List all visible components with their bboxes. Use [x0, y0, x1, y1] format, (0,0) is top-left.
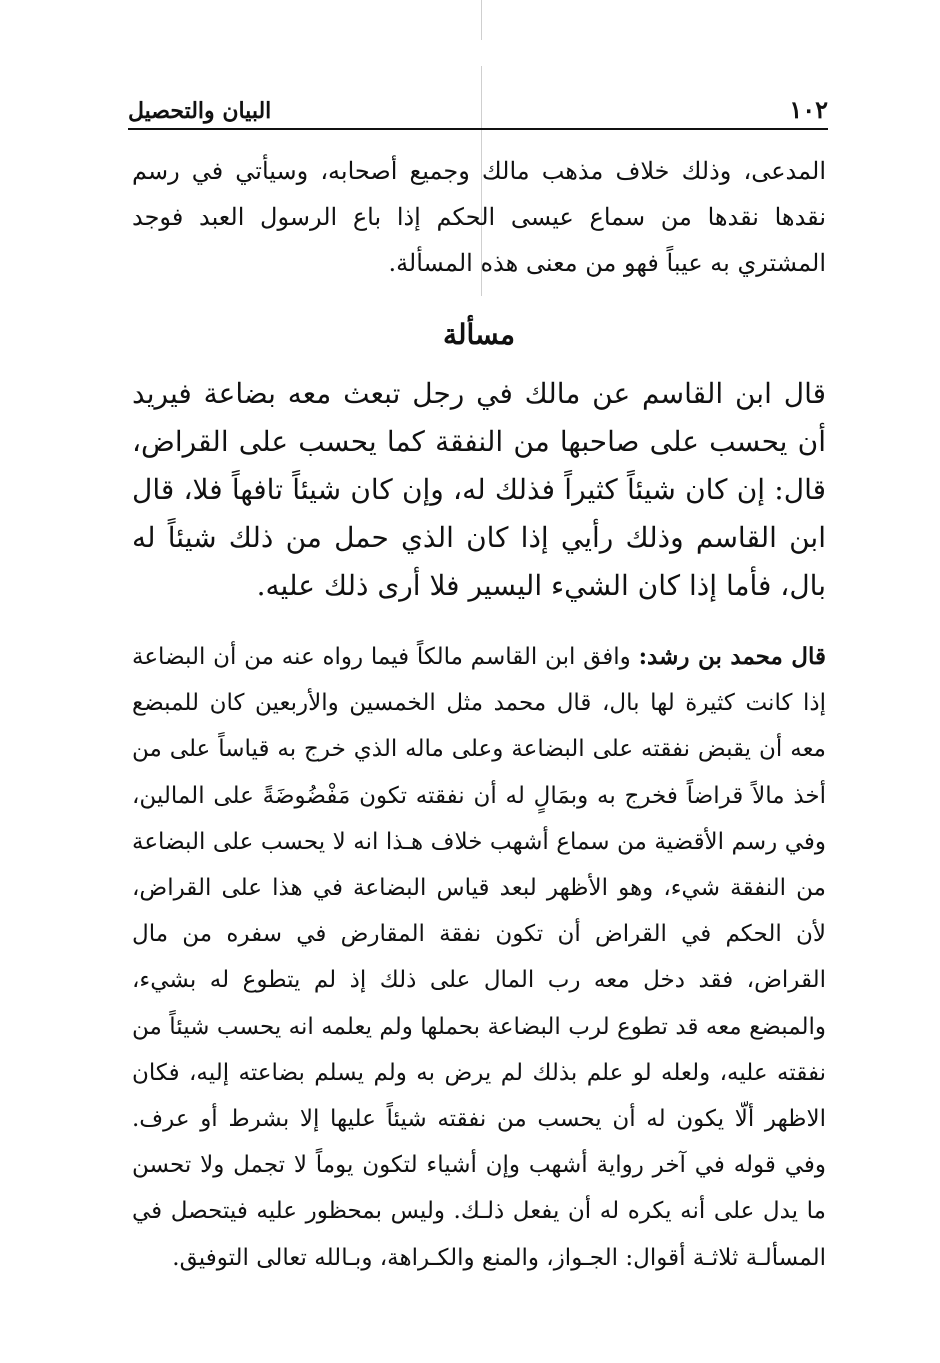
commentary-speaker: قال محمد بن رشد:: [638, 643, 827, 670]
page-number: ١٠٢: [789, 95, 828, 124]
running-header: [128, 88, 828, 130]
commentary-paragraph: [132, 634, 826, 1281]
intro-paragraph: المدعى، وذلك خلاف مذهب مالك وجميع أصحابه، وسيأتي في رسم نقدها نقدها من سماع عيسى الحكم إذا باع الرسول العبد فوجد المشتري به عيباً فهو من معنى هذه المسألة.: [132, 157, 826, 277]
fold-line: [481, 0, 482, 40]
commentary-text: وافق ابن القاسم مالكاً فيما رواه عنه من أن البضاعة إذا كانت كثيرة لها بال، قال محمد مثل الخمسين والأربعين كان للمبضع معه أن يقبض نفقته على البضاعة وعلى ماله الذي خرج به قياساً على من أخذ مالاً قراضاً فخرج به وبمَالٍ له أن نفقته تكون مَفْضُوضَةً على المالين، وفي رسم الأقضية من سماع أشهب خلاف هـذا انه لا يحسب على البضاعة من النفقة شيء، وهو الأظهر لبعد قياس البضاعة في هذا على القراض، لأن الحكم في القراض أن تكون نفقة المقارض في سفره من مال القراض، فقد دخل معه رب المال على ذلك إذ لم يتطوع له بشيء، والمبضع معه قد تطوع لرب البضاعة بحملها ولم يعلمه انه يحسب شيئاً من نفقته عليه، ولعله لو علم بذلك لم يرض به ولم يسلم بضاعته إليه، فكان الاظهر ألّا يكون له أن يحسب من نفقته شيئاً عليها إلا بشرط أو عرف. وفي قوله في آخر رواية أشهب وإن أشياء لتكون يوماً لا تجمل ولا تحسن ما يدل على أنه يكره له أن يفعل ذلـك. وليس بمحظور عليه فيتحصل في المسألـة ثلاثـة أقوال: الجـواز، والمنع والكـراهة، وبـالله تعالى التوفيق.: [132, 644, 826, 1271]
book-title: البيان والتحصيل: [128, 98, 272, 124]
question-paragraph: قال ابن القاسم عن مالك في رجل تبعث معه بضاعة فيريد أن يحسب على صاحبها من النفقة كما يحسب على القراض، قال: إن كان شيئاً كثيراً فذلك له، وإن كان شيئاً تافهاً فلا، قال ابن القاسم وذلك رأيي إذا كان الذي حمل من ذلك شيئاً له بال، فأما إذا كان الشيء اليسير فلا أرى ذلك عليه.: [132, 377, 826, 602]
section-heading: مسألة: [442, 318, 516, 351]
